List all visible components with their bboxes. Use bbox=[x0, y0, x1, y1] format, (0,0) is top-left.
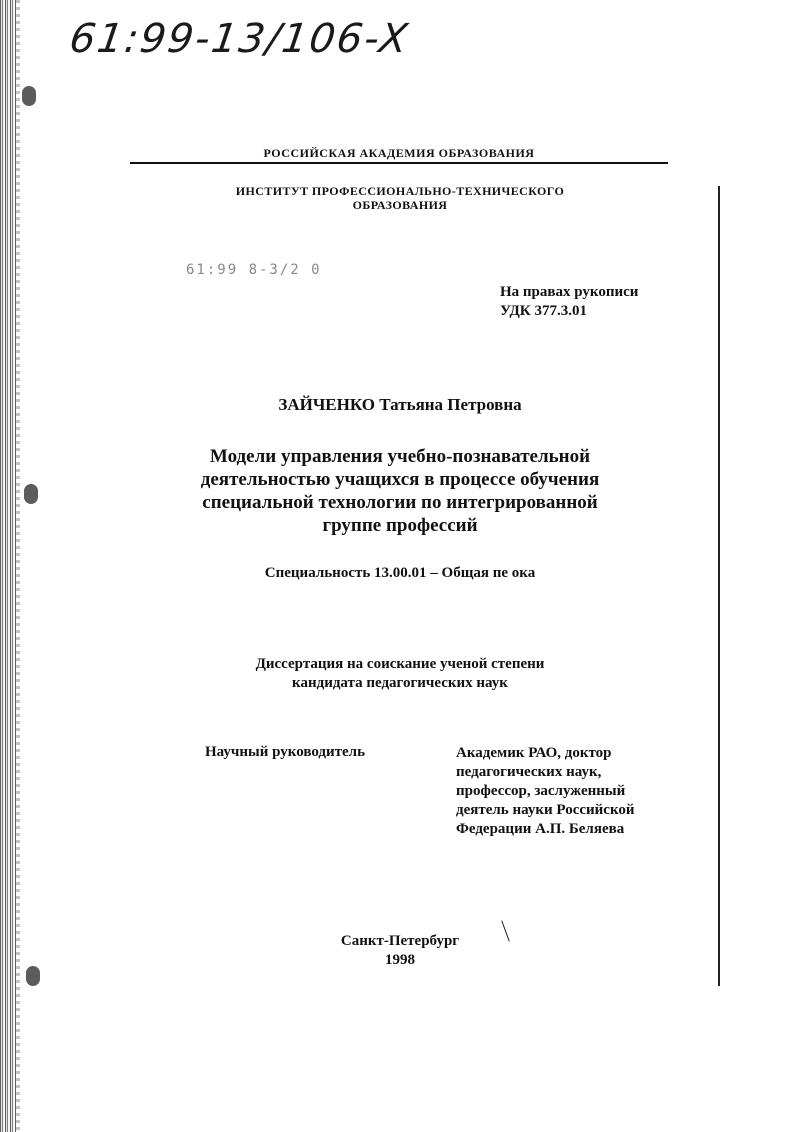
rights-line: На правах рукописи bbox=[500, 284, 639, 300]
degree-line: Диссертация на соискание ученой степени bbox=[255, 656, 545, 672]
supervisor-line: Академик РАО, доктор bbox=[456, 745, 612, 761]
pen-mark bbox=[501, 920, 509, 941]
publication-place bbox=[300, 932, 500, 970]
scan-margin-line bbox=[718, 186, 720, 986]
specialty: Специальность 13.00.01 – Общая пе ока bbox=[264, 565, 536, 581]
library-stamp: 61:99 8-3/2 0 bbox=[186, 262, 322, 278]
binding-edge-shadow bbox=[16, 0, 20, 1132]
institute-name bbox=[200, 184, 600, 212]
punch-hole bbox=[26, 966, 40, 986]
supervisor-label: Научный руководитель bbox=[205, 744, 365, 760]
institute-line: ИНСТИТУТ ПРОФЕССИОНАЛЬНО-ТЕХНИЧЕСКОГО bbox=[235, 184, 565, 198]
handwritten-catalog-number: 61:99-13/106-X bbox=[66, 16, 413, 62]
degree-statement bbox=[150, 655, 650, 693]
title-line: деятельностью учащихся в процессе обучения bbox=[200, 469, 600, 490]
manuscript-rights bbox=[500, 283, 638, 321]
binding-edge bbox=[0, 0, 16, 1132]
thesis-title bbox=[140, 445, 660, 537]
supervisor-line: деятель науки Российской bbox=[456, 802, 635, 818]
punch-hole bbox=[24, 484, 38, 504]
title-line: Модели управления учебно-познавательной bbox=[209, 446, 591, 467]
udc-code: УДК 377.3.01 bbox=[500, 303, 587, 319]
supervisor-line: Федерации А.П. Беляева bbox=[456, 821, 625, 837]
title-line: группе профессий bbox=[322, 515, 478, 536]
author-name: ЗАЙЧЕНКО Татьяна Петровна bbox=[278, 395, 522, 414]
supervisor-line: профессор, заслуженный bbox=[456, 783, 626, 799]
city: Санкт-Петербург bbox=[340, 933, 460, 949]
supervisor-line: педагогических наук, bbox=[456, 764, 602, 780]
title-line: специальной технологии по интегрированной bbox=[202, 492, 598, 513]
header-divider bbox=[130, 162, 668, 164]
year: 1998 bbox=[385, 952, 415, 968]
academy-name: РОССИЙСКАЯ АКАДЕМИЯ ОБРАЗОВАНИЯ bbox=[263, 146, 535, 160]
punch-hole bbox=[22, 86, 36, 106]
supervisor-details bbox=[456, 744, 696, 839]
institute-line: ОБРАЗОВАНИЯ bbox=[352, 198, 448, 212]
degree-line: кандидата педагогических наук bbox=[292, 675, 508, 691]
